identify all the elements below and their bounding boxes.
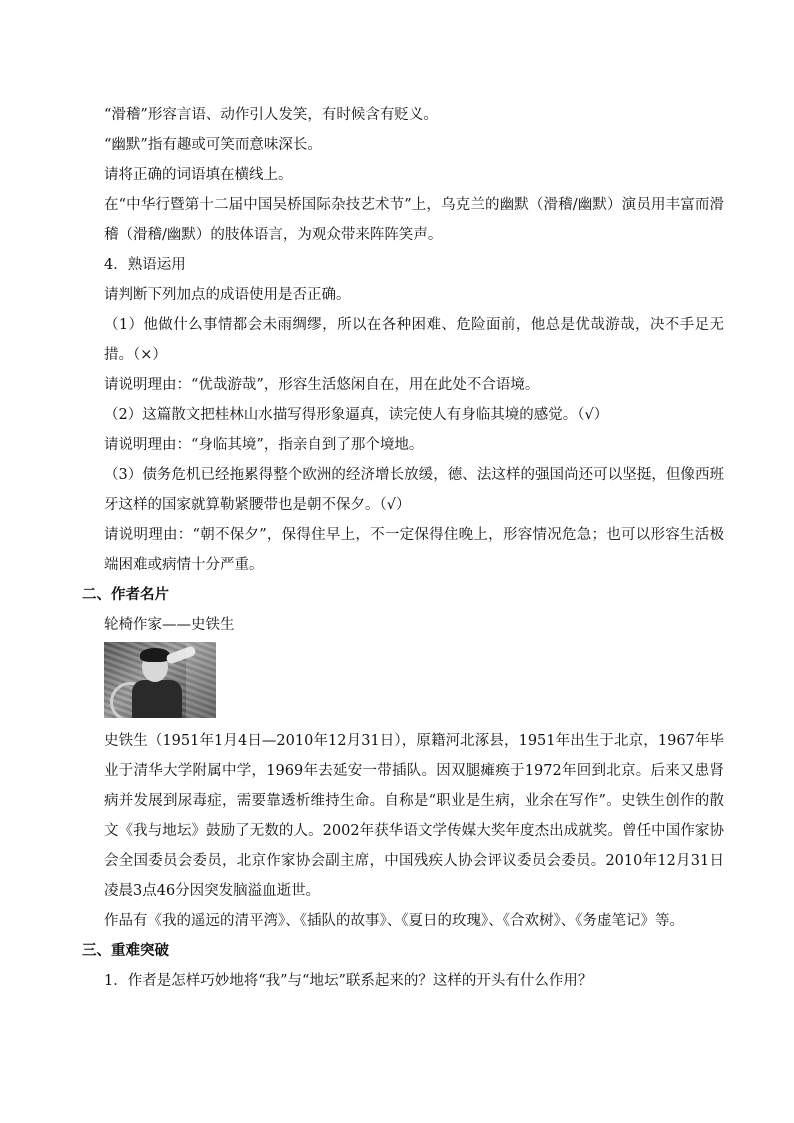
idiom-reason-1: 请说明理由：“优哉游哉”，形容生活悠闲自在，用在此处不合语境。 bbox=[104, 377, 540, 393]
exercise-text: 在“中华行暨第十二届中国吴桥国际杂技艺术节”上，乌克兰的幽默（滑稽/幽默）演员用丰富而滑稽（滑稽/幽默）的肢体语言，为观众带来阵阵笑声。 bbox=[104, 197, 724, 243]
author-photo bbox=[104, 642, 216, 718]
section-heading-difficulties: 三、重难突破 bbox=[82, 943, 169, 959]
question-1: 1．作者是怎样巧妙地将“我”与“地坛”联系起来的？这样的开头有什么作用？ bbox=[104, 973, 593, 989]
section-heading-author: 二、作者名片 bbox=[82, 587, 169, 603]
instruction-fill: 请将正确的词语填在横线上。 bbox=[104, 167, 293, 183]
definition-huaji: “滑稽”形容言语、动作引人发笑，有时候含有贬义。 bbox=[104, 107, 438, 123]
idiom-question-1: （1）他做什么事情都会未雨绸缪，所以在各种困难、危险面前，他总是优哉游哉，决不手足无措。（×） bbox=[104, 317, 724, 363]
author-caption: 轮椅作家——史铁生 bbox=[104, 617, 235, 633]
idiom-reason-3: 请说明理由：“朝不保夕”，保得住早上，不一定保得住晚上，形容情况危急；也可以形容生活极端困难或病情十分严重。 bbox=[104, 527, 724, 573]
author-bio: 史铁生（1951年1月4日—2010年12月31日），原籍河北涿县，1951年出生于北京，1967年毕业于清华大学附属中学，1969年去延安一带插队。因双腿瘫痪于1972年回到北京。后来又患肾病并发展到尿毒症，需要靠透析维持生命。自称是“职业是生病，业余在写作”。史铁生创作的散文《我与地坛》鼓励了无数的人。2002年获华语文学传媒大奖年度杰出成就奖。曾任中国作家协会全国委员会委员，北京作家协会副主席，中国残疾人协会评议委员会委员。2010年12月31日凌晨3点46分因突发脑溢血逝世。 bbox=[104, 733, 724, 899]
exercise-sentence bbox=[104, 190, 724, 250]
document-body bbox=[82, 100, 724, 996]
idiom-reason-2: 请说明理由：“身临其境”，指亲自到了那个境地。 bbox=[104, 437, 424, 453]
item-heading-idioms: 4．熟语运用 bbox=[104, 257, 186, 273]
idiom-question-3: （3）债务危机已经拖累得整个欧洲的经济增长放缓，德、法这样的强国尚还可以坚挺，但像西班牙这样的国家就算勒紧腰带也是朝不保夕。（√） bbox=[104, 467, 724, 513]
author-works: 作品有《我的遥远的清平湾》、《插队的故事》、《夏日的玫瑰》、《合欢树》、《务虚笔记》等。 bbox=[104, 913, 684, 929]
definition-youmo: “幽默”指有趣或可笑而意味深长。 bbox=[104, 137, 322, 153]
instruction-judge: 请判断下列加点的成语使用是否正确。 bbox=[104, 287, 351, 303]
idiom-question-2: （2）这篇散文把桂林山水描写得形象逼真，读完使人有身临其境的感觉。（√） bbox=[104, 407, 609, 423]
